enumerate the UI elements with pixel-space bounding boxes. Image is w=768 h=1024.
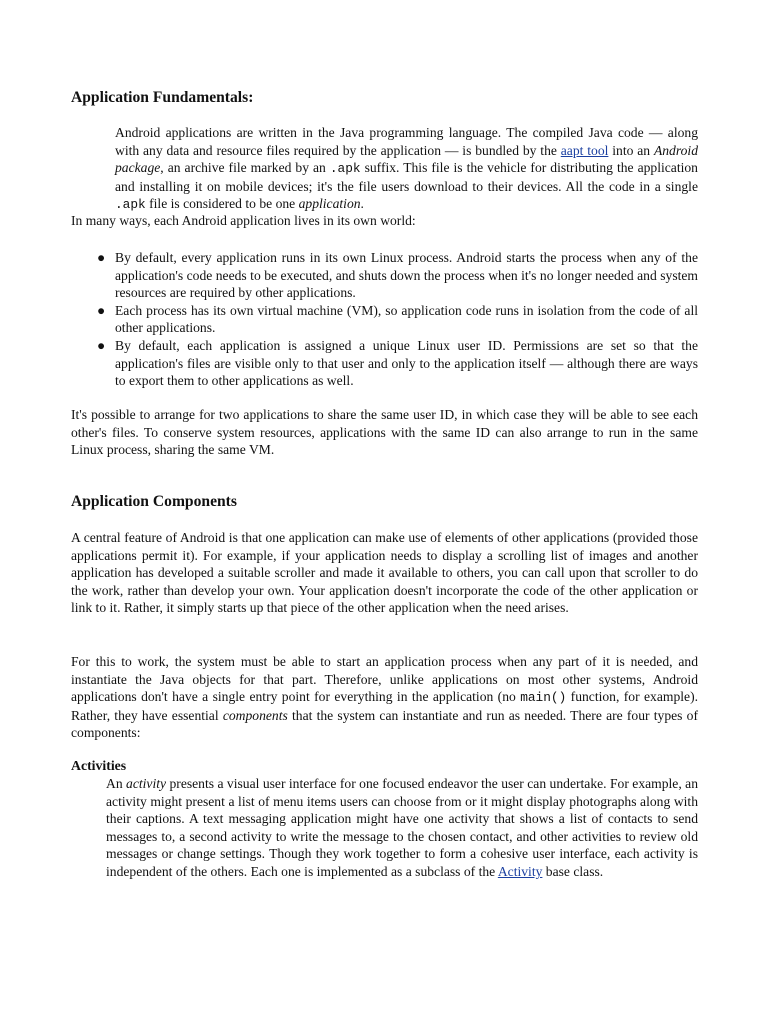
bullet-text: By default, every application runs in its own Linux process. Android starts the process when any of the application's code needs to be executed, and shuts down the process when it's no longer needed and system resources are required by other applications. xyxy=(115,250,698,301)
android-package-term: Android package xyxy=(115,142,698,176)
activities-paragraph xyxy=(106,775,698,881)
list-item xyxy=(97,337,698,390)
p2-text-2: function, for example). Rather, they have essential xyxy=(71,689,698,723)
heading-application-fundamentals: Application Fundamentals: xyxy=(71,89,254,106)
list-item xyxy=(97,302,698,337)
bullet-text: Each process has its own virtual machine (VM), so application code runs in isolation from the code of all other applications. xyxy=(115,302,698,336)
bullet-icon: ● xyxy=(97,250,106,265)
intro-text-4: suffix. This file is the vehicle for distributing the application and installing it on mobile devices; it's the file users download to their devices. All the code in a single xyxy=(115,160,698,194)
apk-code: .apk xyxy=(329,161,361,177)
activity-class-link[interactable]: Activity xyxy=(497,863,543,879)
intro-text-2: into an xyxy=(608,142,654,158)
bullet-icon: ● xyxy=(97,337,106,353)
apk-code-2: .apk xyxy=(115,197,146,213)
p2-text-1: For this to work, the system must be able to start an application process when any part of it is needed, and instantiate the Java objects for that part. Therefore, unlike applications on most other systems, Android applications don't have a single entry point for everything in the application (no xyxy=(71,654,698,705)
components-term: components xyxy=(222,707,288,723)
intro-text-6: . xyxy=(360,196,364,212)
heading-application-components: Application Components xyxy=(71,493,237,510)
components-paragraph-1: A central feature of Android is that one application can make use of elements of other applications (provided those applications permit it). For example, if your application needs to display a scrolling list of images and another application has developed a suitable scroller and made it available to others, you can call upon that scroller to do the work, rather than develop your own. Your application doesn't incorporate the code of the other application or link to it. Rather, it simply starts up that piece of the other application when the need arises. xyxy=(71,530,698,616)
activities-text-3: base class. xyxy=(542,863,604,879)
aapt-tool-link[interactable]: aapt tool xyxy=(560,142,609,158)
intro-text-5: file is considered to be one xyxy=(145,196,299,212)
intro-paragraph xyxy=(115,124,698,214)
p2-text-3: that the system can instantiate and run as needed. There are four types of components: xyxy=(71,707,698,741)
activity-term: activity xyxy=(126,776,167,791)
main-function-code: main() xyxy=(520,690,567,706)
list-item xyxy=(97,249,698,302)
intro-text-1: Android applications are written in the Java programming language. The compiled Java code — along with any data and resource files required by the application — is bundled by the xyxy=(115,125,698,158)
activities-text-2: presents a visual user interface for one focused endeavor the user can undertake. For example, an activity might present a list of menu items users can choose from or it might display photographs along with their captions. A text messaging application might have one activity that shows a list of contacts to send messages to, a second activity to write the message to the chosen contact, and other activities to review old messages or change settings. Though they work together to form a cohesive user interface, each activity is independent of the others. Each one is implemented as a subclass of the xyxy=(106,776,698,879)
application-term: application xyxy=(298,196,361,212)
process-bullet-list xyxy=(97,249,698,390)
activities-text-1: An xyxy=(106,776,127,791)
bullet-text: By default, each application is assigned a unique Linux user ID. Permissions are set so that the application's files are visible only to that user and only to the application itself — although there are ways to export them to other applications as well. xyxy=(115,337,698,389)
components-paragraph-2 xyxy=(71,653,698,742)
heading-activities: Activities xyxy=(71,758,127,773)
lead-paragraph: In many ways, each Android application lives in its own world: xyxy=(71,213,416,228)
bullet-icon: ● xyxy=(97,302,106,318)
intro-text-3: , an archive file marked by an xyxy=(160,160,330,176)
shared-user-id-paragraph: It's possible to arrange for two applications to share the same user ID, in which case they will be able to see each other's files. To conserve system resources, applications with the same ID can also arrange to run in the same Linux process, sharing the same VM. xyxy=(71,407,698,458)
